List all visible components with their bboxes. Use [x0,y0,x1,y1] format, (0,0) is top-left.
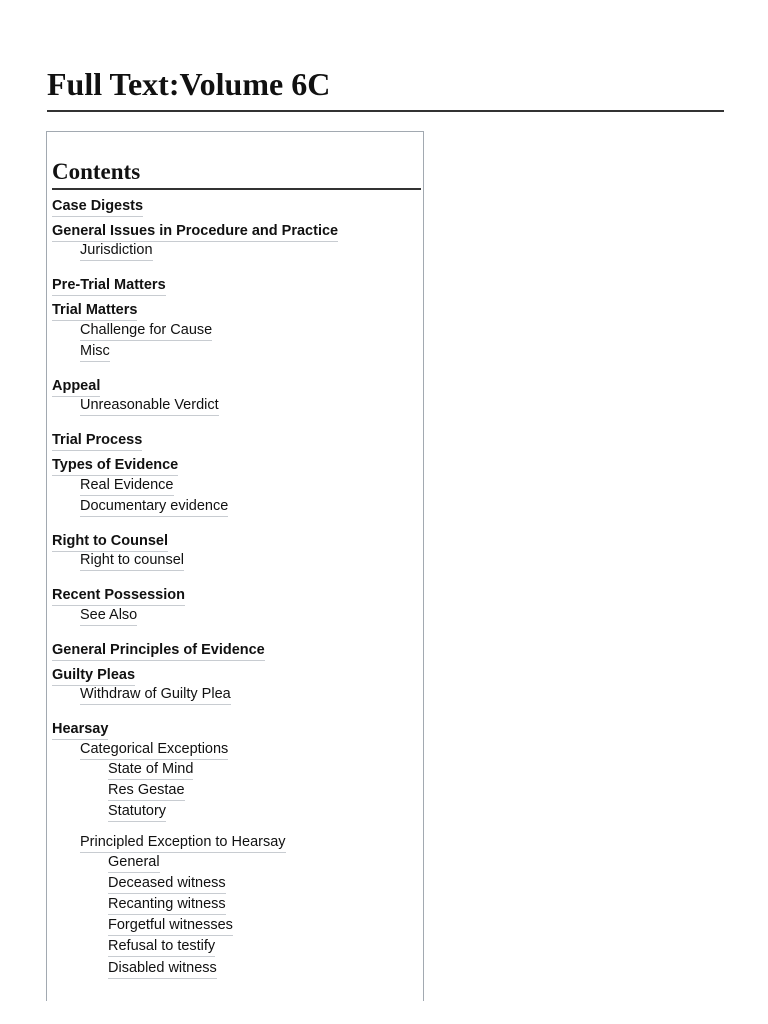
toc-link-see-also[interactable]: See Also [80,607,137,626]
toc-link-recent-possession[interactable]: Recent Possession [52,587,185,606]
toc-link-statutory[interactable]: Statutory [108,803,166,822]
toc-link-hearsay[interactable]: Hearsay [52,721,108,740]
toc-link-documentary-evidence[interactable]: Documentary evidence [80,498,228,517]
toc-link-challenge-for-cause[interactable]: Challenge for Cause [80,322,212,341]
toc-link-forgetful-witnesses[interactable]: Forgetful witnesses [108,917,233,936]
toc-link-general[interactable]: General [108,854,160,873]
toc-link-refusal-to-testify[interactable]: Refusal to testify [108,938,215,957]
table-of-contents [46,131,424,1001]
toc-heading: Contents [52,157,421,190]
toc-link-pre-trial-matters[interactable]: Pre-Trial Matters [52,277,166,296]
toc-link-disabled-witness[interactable]: Disabled witness [108,960,217,979]
toc-link-trial-matters[interactable]: Trial Matters [52,302,137,321]
toc-link-jurisdiction[interactable]: Jurisdiction [80,242,153,261]
toc-link-real-evidence[interactable]: Real Evidence [80,477,174,496]
toc-link-trial-process[interactable]: Trial Process [52,432,142,451]
toc-link-state-of-mind[interactable]: State of Mind [108,761,193,780]
toc-link-principled-exception[interactable]: Principled Exception to Hearsay [80,834,286,853]
page-title: Full Text:Volume 6C [47,64,724,112]
toc-link-withdraw-guilty-plea[interactable]: Withdraw of Guilty Plea [80,686,231,705]
toc-link-types-of-evidence[interactable]: Types of Evidence [52,457,178,476]
toc-link-right-to-counsel[interactable]: Right to Counsel [52,533,168,552]
toc-link-guilty-pleas[interactable]: Guilty Pleas [52,667,135,686]
toc-link-deceased-witness[interactable]: Deceased witness [108,875,226,894]
toc-link-misc[interactable]: Misc [80,343,110,362]
toc-link-general-issues[interactable]: General Issues in Procedure and Practice [52,223,338,242]
toc-link-general-principles[interactable]: General Principles of Evidence [52,642,265,661]
toc-link-appeal[interactable]: Appeal [52,378,100,397]
toc-link-unreasonable-verdict[interactable]: Unreasonable Verdict [80,397,219,416]
toc-link-case-digests[interactable]: Case Digests [52,198,143,217]
toc-link-recanting-witness[interactable]: Recanting witness [108,896,226,915]
toc-link-categorical-exceptions[interactable]: Categorical Exceptions [80,741,228,760]
toc-link-right-to-counsel-sub[interactable]: Right to counsel [80,552,184,571]
toc-link-res-gestae[interactable]: Res Gestae [108,782,185,801]
